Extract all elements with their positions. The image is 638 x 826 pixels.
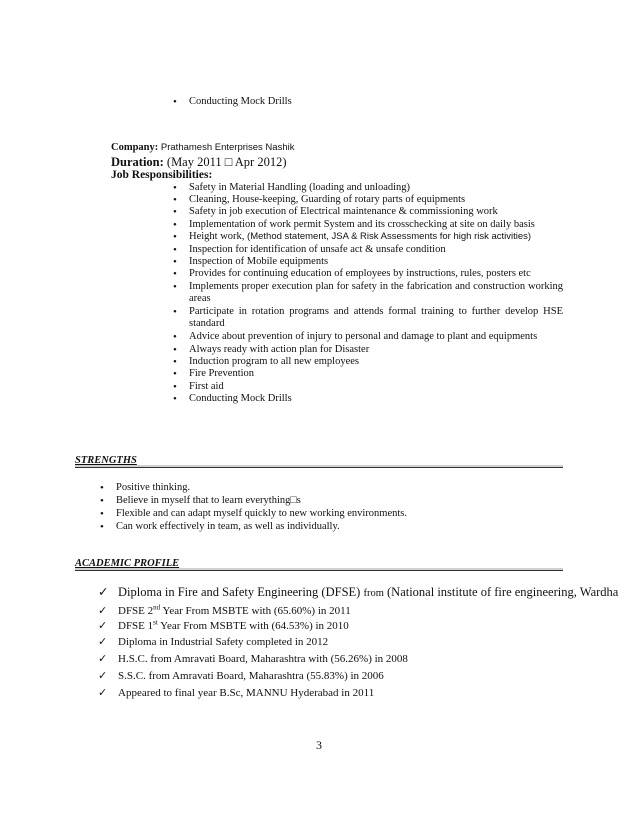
academic-item-part: (National institute of fire engineering, Wardha xyxy=(383,585,619,599)
list-item: • Positive thinking. xyxy=(116,482,190,494)
list-item: • Participate in rotation programs and attends formal training to further develop HSE xyxy=(189,306,563,318)
company-line xyxy=(111,142,294,153)
checkmark-icon: ✓ xyxy=(98,687,108,699)
list-item: • Fire Prevention xyxy=(189,368,254,380)
duration-value: (May 2011 □ Apr 2012) xyxy=(166,155,287,169)
academic-item-part: from xyxy=(363,588,384,599)
checkmark-icon: ✓ xyxy=(98,620,108,632)
checkmark-icon: ✓ xyxy=(98,605,108,617)
academic-item-part: DFSE 2 xyxy=(118,605,154,617)
page-number: 3 xyxy=(316,738,322,752)
list-item: • Induction program to all new employees xyxy=(189,356,359,368)
list-item: • Cleaning, House-keeping, Guarding of rotary parts of equipments xyxy=(189,194,465,206)
academic-item-part: Year From MSBTE with (64.53%) in 2010 xyxy=(157,620,349,632)
academic-item-text: Diploma in Industrial Safety completed in 2012 xyxy=(118,636,329,648)
company-value: Prathamesh Enterprises Nashik xyxy=(160,142,295,153)
list-item: • Provides for continuing education of employees by instructions, rules, posters etc xyxy=(189,268,531,280)
list-item: • Safety in job execution of Electrical maintenance & commissioning work xyxy=(189,206,498,218)
academic-item-text: H.S.C. from Amravati Board, Maharashtra with (56.26%) in 2008 xyxy=(118,653,408,665)
academic-item-text xyxy=(118,585,618,601)
list-item-continuation: standard xyxy=(189,318,225,329)
duration-line xyxy=(111,155,286,170)
academic-item-part: Diploma in Fire and Safety Engineering (DFSE) xyxy=(118,585,364,599)
list-item: • Inspection for identification of unsafe act & unsafe condition xyxy=(189,244,446,256)
checkmark-icon: ✓ xyxy=(98,653,108,665)
ordinal-suffix: st xyxy=(153,618,158,627)
list-item: • Safety in Material Handling (loading and unloading) xyxy=(189,182,410,194)
list-item: • Flexible and can adapt myself quickly to new working environments. xyxy=(116,508,407,520)
academic-item-part: Year From MSBTE with (65.60%) in 2011 xyxy=(160,605,351,617)
checkmark-icon: ✓ xyxy=(98,670,108,682)
academic-item-text xyxy=(118,620,349,632)
academic-item-part: DFSE 1 xyxy=(118,620,154,632)
checkmark-icon: ✓ xyxy=(98,636,108,648)
list-item: • Can work effectively in team, as well as individually. xyxy=(116,521,340,533)
list-item-text: Height work, xyxy=(189,231,248,242)
list-item-detail: (Method statement, JSA & Risk Assessments for high risk activities) xyxy=(247,231,532,242)
list-item: • First aid xyxy=(189,381,224,393)
list-item: • Implementation of work permit System and its crosschecking at site on daily basis xyxy=(189,219,535,231)
academic-item-text: Appeared to final year B.Sc, MANNU Hyderabad in 2011 xyxy=(118,687,375,699)
list-item: • Believe in myself that to learn everything□s xyxy=(116,495,301,507)
checkmark-icon: ✓ xyxy=(98,585,109,599)
list-item: • Conducting Mock Drills xyxy=(189,393,292,405)
list-item: • Implements proper execution plan for safety in the fabrication and construction working xyxy=(189,281,563,293)
list-item xyxy=(189,231,531,243)
duration-label: Duration: xyxy=(111,155,164,169)
company-label: Company: xyxy=(111,142,159,153)
list-item: • Always ready with action plan for Disaster xyxy=(189,344,369,356)
academic-item-text xyxy=(118,605,351,617)
academic-profile-heading: ACADEMIC PROFILE xyxy=(75,559,563,571)
ordinal-suffix: nd xyxy=(153,603,161,612)
strengths-heading: STRENGTHS xyxy=(75,456,563,468)
list-item-continuation: areas xyxy=(189,293,211,304)
list-item: • Conducting Mock Drills xyxy=(189,96,292,108)
responsibilities-heading: Job Responsibilities: xyxy=(111,169,213,181)
list-item: • Inspection of Mobile equipments xyxy=(189,256,328,268)
academic-item-text: S.S.C. from Amravati Board, Maharashtra (55.83%) in 2006 xyxy=(118,670,384,682)
list-item: • Advice about prevention of injury to personal and damage to plant and equipments xyxy=(189,331,537,343)
